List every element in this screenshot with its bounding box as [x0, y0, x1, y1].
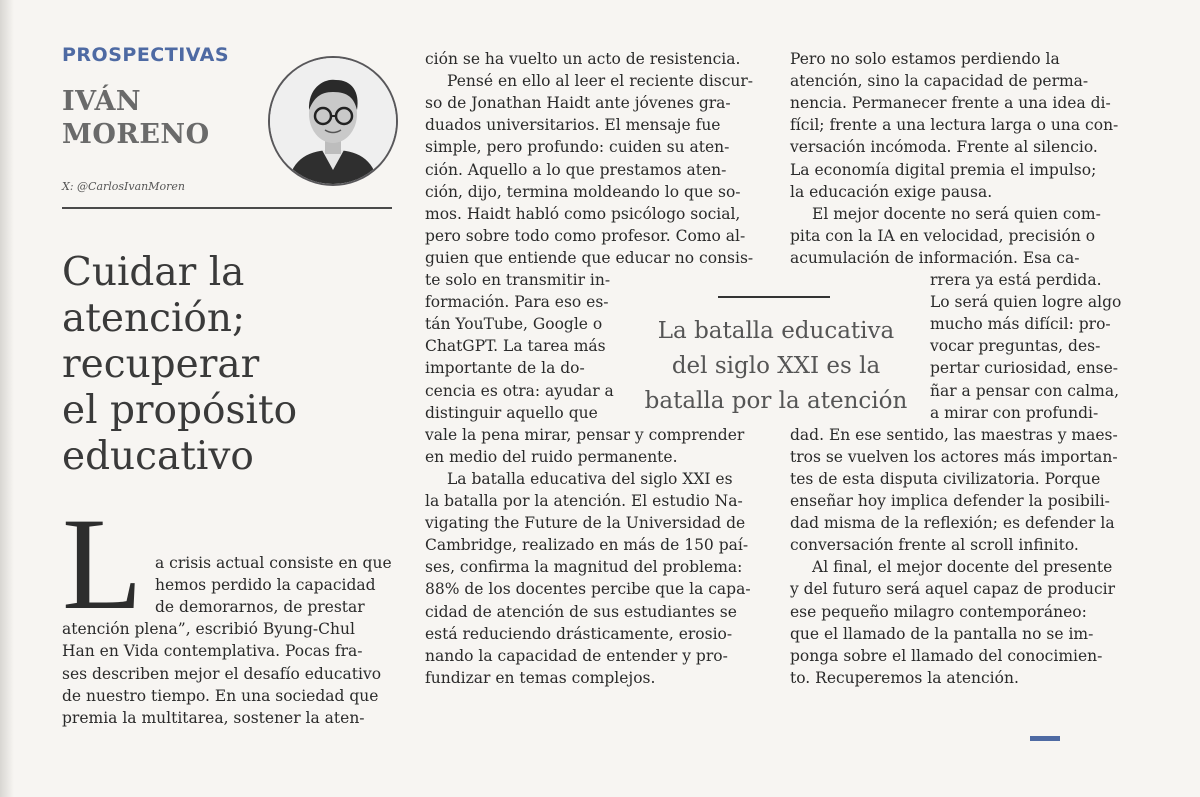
pull-quote-rule	[718, 296, 830, 298]
body-text-line: pita con la IA en velocidad, precisión o	[790, 226, 1096, 245]
body-text-line: ses, confirma la magnitud del problema:	[425, 558, 743, 577]
body-text-line: fundizar en temas complejos.	[425, 668, 656, 687]
author-portrait-image	[270, 58, 396, 184]
body-text-line: a mirar con profundi-	[930, 403, 1099, 422]
pull-quote-line: La batalla educativa	[657, 318, 895, 344]
body-text-line: mos. Haidt habló como psicólogo social,	[425, 204, 741, 223]
body-text-line: vigating the Future de la Universidad de	[425, 514, 746, 533]
article-end-mark	[1030, 736, 1060, 741]
body-text-line: vale la pena mirar, pensar y comprender	[425, 425, 745, 444]
pull-quote-line: del siglo XXI es la	[671, 353, 881, 379]
body-text-line: la batalla por la atención. El estudio Na-	[425, 492, 743, 510]
body-text-line: acumulación de información. Esa ca-	[790, 248, 1080, 267]
body-text-line: de demorarnos, de prestar	[155, 598, 365, 617]
body-text-line: nencia. Permanecer frente a una idea di-	[790, 94, 1111, 113]
body-text-line: la educación exige pausa.	[790, 182, 993, 201]
headline-line: Cuidar la	[62, 250, 245, 295]
body-text-line: simple, pero profundo: cuiden su aten-	[425, 138, 730, 157]
author-social-handle: X: @CarlosIvanMoren	[62, 180, 185, 193]
body-text-line: enseñar hoy implica defender la posibili-	[790, 492, 1110, 510]
body-text-line: atención, sino la capacidad de perma-	[790, 72, 1089, 91]
body-text-line: de nuestro tiempo. En una sociedad que	[62, 686, 379, 705]
body-text-line: atención plena”, escribió Byung-Chul	[62, 620, 355, 639]
page-gutter-shadow	[0, 0, 14, 797]
body-text-line: Pensé en ello al leer el reciente discur-	[447, 72, 754, 91]
pull-quote-line: batalla por la atención	[644, 388, 908, 414]
body-text-line: cidad de atención de sus estudiantes se	[425, 602, 737, 621]
body-text-line: y del futuro será aquel capaz de producir	[790, 580, 1115, 599]
body-text-line: versación incómoda. Frente al silencio.	[790, 138, 1098, 157]
body-text-line: La batalla educativa del siglo XXI es	[447, 469, 733, 488]
body-text-line: ción se ha vuelto un acto de resistencia.	[425, 50, 741, 68]
body-text-line: guien que entiende que educar no consis-	[425, 248, 754, 267]
body-text-line: Han en Vida contemplativa. Pocas fra-	[62, 642, 363, 661]
drop-cap: L	[62, 490, 143, 637]
body-text-line: hemos perdido la capacidad	[155, 576, 376, 595]
body-text-line: dad. En ese sentido, las maestras y maes-	[790, 425, 1118, 444]
author-photo	[268, 56, 398, 186]
body-text-line: premia la multitarea, sostener la aten-	[62, 708, 365, 727]
headline-line: educativo	[62, 434, 254, 479]
body-text-line: nando la capacidad de entender y pro-	[425, 646, 728, 665]
body-text-line: importante de la do-	[425, 359, 585, 378]
body-text-line: pero sobre todo como profesor. Como al-	[425, 226, 746, 245]
header-divider	[62, 207, 392, 209]
body-text-line: ción, dijo, termina moldeando lo que so-	[425, 182, 741, 201]
body-text-line: El mejor docente no será quien com-	[812, 204, 1101, 223]
body-text-line: Pero no solo estamos perdiendo la	[790, 50, 1060, 68]
body-text-line: ChatGPT. La tarea más	[425, 337, 606, 356]
body-text-line: Al final, el mejor docente del presente	[812, 558, 1113, 577]
body-text-line: ción. Aquello a lo que prestamos aten-	[425, 160, 727, 179]
body-text-line: fícil; frente a una lectura larga o una con-	[790, 116, 1119, 135]
body-text-line: conversación frente al scroll infinito.	[790, 536, 1079, 555]
body-text-line: duados universitarios. El mensaje fue	[425, 116, 721, 135]
body-text-line: tros se vuelven los actores más importan-	[790, 447, 1118, 466]
body-text-line: formación. Para eso es-	[425, 293, 609, 312]
author-first-name: IVÁN	[62, 86, 142, 117]
body-text-line: ponga sobre el llamado del conocimien-	[790, 646, 1103, 665]
body-text-line: está reduciendo drásticamente, erosio-	[425, 624, 733, 643]
pull-quote	[636, 314, 916, 419]
body-text-line: cencia es otra: ayudar a	[425, 381, 614, 400]
body-text-line: La economía digital premia el impulso;	[790, 160, 1097, 179]
body-text-line: ses describen mejor el desafío educativo	[62, 664, 382, 683]
body-text-line: te solo en transmitir in-	[425, 271, 611, 289]
body-text-line: ese pequeño milagro contemporáneo:	[790, 602, 1087, 621]
body-text-line: dad misma de la reflexión; es defender la	[790, 514, 1115, 533]
body-text-line: 88% de los docentes percibe que la capa-	[425, 580, 751, 599]
body-text-line: mucho más difícil: pro-	[930, 315, 1111, 334]
body-text-line: Cambridge, realizado en más de 150 paí-	[425, 536, 749, 555]
body-text-line: vocar preguntas, des-	[930, 337, 1101, 356]
body-text-line: Lo será quien logre algo	[930, 293, 1122, 312]
headline-line: el propósito	[62, 388, 298, 433]
body-text-line: ñar a pensar con calma,	[930, 381, 1120, 400]
body-text-line: so de Jonathan Haidt ante jóvenes gra-	[425, 94, 731, 113]
body-text-line: to. Recuperemos la atención.	[790, 668, 1019, 687]
body-text-line: en medio del ruido permanente.	[425, 447, 678, 466]
headline-line: recuperar	[62, 342, 260, 387]
body-text-line: tán YouTube, Google o	[425, 315, 603, 334]
author-last-name: MORENO	[62, 119, 210, 150]
body-text-line: rrera ya está perdida.	[930, 271, 1102, 289]
body-text-line: tes de esta disputa civilizatoria. Porque	[790, 469, 1101, 488]
article-headline	[62, 250, 392, 480]
body-text-line: distinguir aquello que	[425, 403, 598, 422]
body-text-line: pertar curiosidad, ense-	[930, 359, 1119, 378]
headline-line: atención;	[62, 296, 246, 341]
section-label: PROSPECTIVAS	[62, 44, 230, 66]
body-text-line: que el llamado de la pantalla no se im-	[790, 624, 1094, 643]
body-text-line: a crisis actual consiste en que	[155, 554, 392, 572]
